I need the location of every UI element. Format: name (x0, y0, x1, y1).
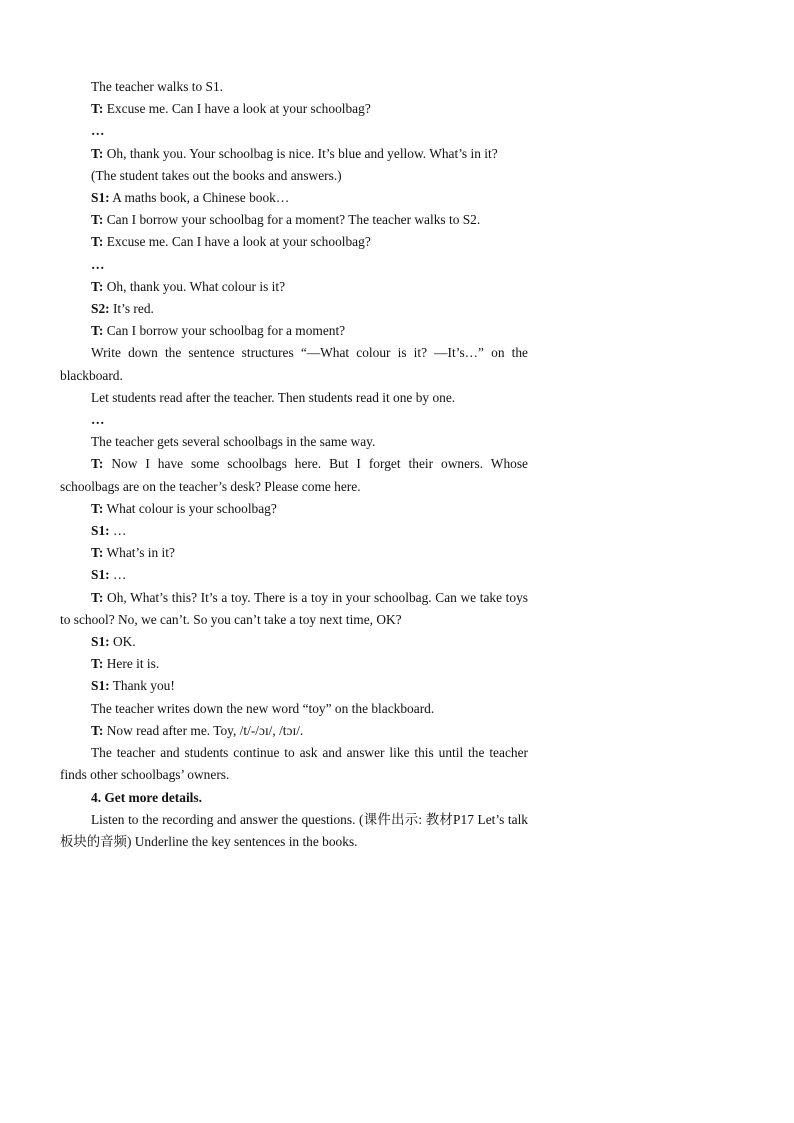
dialog-line (60, 143, 528, 165)
text-content: (The student takes out the books and answers.) (91, 167, 342, 183)
dialog-text: Excuse me. Can I have a look at your schoolbag? (103, 234, 371, 250)
speaker-label: T: (91, 278, 104, 294)
dialog-line (60, 520, 528, 542)
paragraph-text (60, 342, 528, 386)
dialog-text: What colour is your schoolbag? (103, 500, 277, 516)
dialog-line (60, 564, 528, 586)
speaker-label: T: (91, 722, 104, 738)
ellipsis-line (60, 254, 528, 276)
dialog-text: Here it is. (103, 656, 160, 672)
dialog-text: OK. (109, 634, 136, 650)
dialog-text: Can I borrow your schoolbag for a moment? (103, 323, 346, 339)
dialog-text: Oh, What’s this? It’s a toy. There is a toy in your schoolbag. Can we take toys to school? No, we can’t. So you can’t take a toy next time, OK? (60, 589, 528, 627)
speaker-label: T: (91, 101, 104, 117)
document-page (60, 76, 528, 853)
paragraph-text (60, 742, 528, 786)
dialog-line (60, 653, 528, 675)
dialog-text: Now I have some schoolbags here. But I forget their owners. Whose schoolbags are on the teacher’s desk? Please come here. (60, 456, 528, 494)
dialog-line (60, 587, 528, 631)
paragraph-text (60, 698, 528, 720)
paragraph-text (60, 165, 528, 187)
speaker-label: S2: (91, 301, 110, 317)
dialog-text: A maths book, a Chinese book… (109, 190, 290, 206)
text-content: The teacher walks to S1. (91, 79, 224, 94)
dialog-text: Excuse me. Can I have a look at your schoolbag? (103, 101, 371, 117)
dialog-line (60, 298, 528, 320)
dialog-text: Now read after me. Toy, /t/-/ɔɪ/, /tɔɪ/. (103, 722, 304, 738)
text-content: Write down the sentence structures “—What colour is it? —It’s…” on the blackboard. (60, 345, 528, 383)
dialog-text: … (109, 523, 127, 539)
dialog-line (60, 231, 528, 253)
dialog-text: Thank you! (109, 678, 175, 694)
dialog-line (60, 320, 528, 342)
text-content: The teacher gets several schoolbags in the same way. (91, 434, 376, 450)
paragraph-text (60, 809, 528, 853)
speaker-label: T: (91, 323, 104, 339)
ellipsis-text: … (91, 123, 106, 139)
speaker-label: S1: (91, 567, 110, 583)
text-content: Let students read after the teacher. Then students read it one by one. (91, 389, 456, 405)
heading-text: 4. Get more details. (91, 789, 202, 805)
speaker-label: S1: (91, 634, 110, 650)
dialog-text: … (109, 567, 127, 583)
speaker-label: S1: (91, 678, 110, 694)
dialog-text: Oh, thank you. Your schoolbag is nice. It’s blue and yellow. What’s in it? (103, 145, 498, 161)
dialog-text: What’s in it? (103, 545, 175, 561)
speaker-label: S1: (91, 190, 110, 206)
dialog-line (60, 675, 528, 697)
ellipsis-text: … (91, 412, 106, 428)
speaker-label: T: (91, 545, 104, 561)
ellipsis-text: … (91, 256, 106, 272)
dialog-line (60, 631, 528, 653)
text-content: The teacher and students continue to ask and answer like this until the teacher finds other schoolbags’ owners. (60, 745, 528, 783)
speaker-label: T: (91, 589, 104, 605)
dialog-line (60, 276, 528, 298)
ellipsis-line (60, 409, 528, 431)
section-heading (60, 787, 528, 809)
ellipsis-line (60, 120, 528, 142)
text-content: The teacher writes down the new word “toy” on the blackboard. (91, 700, 435, 716)
paragraph-text (60, 387, 528, 409)
speaker-label: T: (91, 656, 104, 672)
speaker-label: T: (91, 500, 104, 516)
dialog-text: It’s red. (109, 301, 154, 317)
paragraph-text (60, 76, 528, 98)
speaker-label: S1: (91, 523, 110, 539)
dialog-line (60, 187, 528, 209)
dialog-line (60, 542, 528, 564)
speaker-label: T: (91, 212, 104, 228)
text-content: Listen to the recording and answer the questions. (课件出示: 教材P17 Let’s talk 板块的音频) Underline the key sentences in the books. (60, 811, 528, 849)
dialog-text: Oh, thank you. What colour is it? (103, 278, 286, 294)
speaker-label: T: (91, 145, 104, 161)
dialog-line (60, 720, 528, 742)
dialog-line (60, 209, 528, 231)
dialog-line (60, 498, 528, 520)
dialog-line (60, 98, 528, 120)
paragraph-text (60, 431, 528, 453)
speaker-label: T: (91, 234, 104, 250)
dialog-line (60, 453, 528, 497)
speaker-label: T: (91, 456, 104, 472)
dialog-text: Can I borrow your schoolbag for a moment? The teacher walks to S2. (103, 212, 481, 228)
